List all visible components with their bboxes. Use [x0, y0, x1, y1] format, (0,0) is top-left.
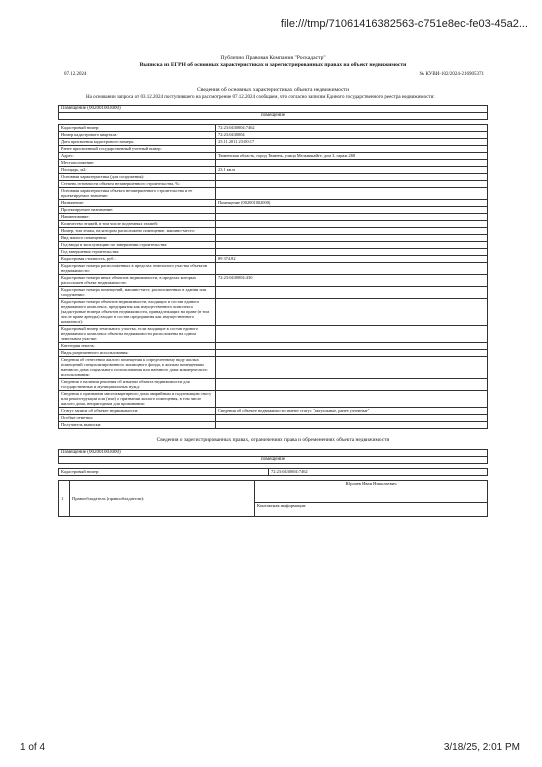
field-value: Тюменская область, город Тюмень, улица Мельникайте, дом 3, гараж 268	[216, 152, 488, 159]
org-name: Публично Правовая Компания "Роскадастр"	[220, 55, 326, 61]
holder-label: Правообладатель (правообладатели):	[70, 480, 255, 516]
field-label: Категория земель:	[59, 342, 216, 349]
field-value	[216, 206, 488, 213]
object-kind: помещение	[59, 112, 488, 119]
characteristic-row	[59, 298, 488, 325]
characteristic-row	[59, 378, 488, 390]
doc-title: Выписка из ЕГРН об основных характеристиках и зарегистрированных правах на объект недвижимости	[139, 62, 407, 68]
characteristic-row	[59, 349, 488, 356]
characteristic-row	[59, 342, 488, 349]
field-value	[216, 414, 488, 421]
field-label: Проектируемое назначение:	[59, 206, 216, 213]
characteristic-row	[59, 124, 488, 131]
field-value	[216, 298, 488, 325]
owner-num: 1	[59, 480, 70, 516]
field-label: Кадастровая стоимость, руб.:	[59, 255, 216, 262]
section-title-1: Сведения об основных характеристиках объекта недвижимости	[196, 87, 349, 93]
field-label: Дата присвоения кадастрового номера:	[59, 138, 216, 145]
print-datetime: 3/18/25, 2:01 PM	[443, 742, 520, 753]
characteristic-row	[59, 206, 488, 213]
field-value	[216, 220, 488, 227]
characteristic-row	[59, 262, 488, 274]
field-label: Наименование:	[59, 213, 216, 220]
owner-table	[58, 480, 488, 517]
field-value	[216, 213, 488, 220]
characteristic-row	[59, 166, 488, 173]
browser-url: file:///tmp/71061416382563-c751e8ec-fe03-45a2...	[280, 18, 528, 30]
field-value	[216, 173, 488, 180]
cad-value: 72:23:0430004:7462	[269, 468, 488, 475]
characteristic-row	[59, 227, 488, 234]
characteristic-row	[59, 180, 488, 187]
field-value	[216, 187, 488, 199]
field-value: 25.11.2011 23:00:17	[216, 138, 488, 145]
field-label: Кадастровые номера иных объектов недвижимости, в пределах которых расположен объект недвижимости:	[59, 274, 216, 286]
field-value: 72:23:0430004:7462	[216, 124, 488, 131]
characteristic-row	[59, 407, 488, 414]
object-header-table	[58, 105, 488, 120]
field-value	[216, 421, 488, 428]
characteristic-row	[59, 286, 488, 298]
field-value	[216, 262, 488, 274]
field-value	[216, 227, 488, 234]
field-label: Адрес:	[59, 152, 216, 159]
object-label: Помещение (002001003000)	[59, 105, 488, 112]
field-label: Кадастровые номера объектов недвижимости, входящих в состав единого недвижимого комплекса, предприятия как имущественного комплекса (кадастровые номера объектов недвижимости, принадлежащих на праве (в том числе праве аренды) входят в состав предприятия как имущественного комплекса):	[59, 298, 216, 325]
characteristic-row	[59, 187, 488, 199]
field-label: Статус записи об объекте недвижимости:	[59, 407, 216, 414]
field-label: Номер кадастрового квартала:	[59, 131, 216, 138]
characteristic-row	[59, 213, 488, 220]
characteristic-row	[59, 241, 488, 248]
field-value	[216, 325, 488, 342]
characteristic-row	[59, 248, 488, 255]
object-label-2: Помещение (002001003000)	[59, 449, 488, 456]
characteristic-row	[59, 145, 488, 152]
doc-date: 07.12.2024	[64, 72, 87, 77]
characteristic-row	[59, 274, 488, 286]
egrn-extract	[58, 55, 488, 517]
field-value	[216, 286, 488, 298]
characteristic-row	[59, 356, 488, 378]
characteristic-row	[59, 414, 488, 421]
field-label: Кадастровый номер земельного участка, если входящие в состав единого недвижимого комплекса объекты недвижимости расположены на одном земельном участке:	[59, 325, 216, 342]
field-value: Помещение (002001002000)	[216, 199, 488, 206]
field-value	[216, 180, 488, 187]
field-label: Год завершения строительства:	[59, 248, 216, 255]
field-label: Основная характеристика объекта незавершенного строительства и ее проектируемое значение:	[59, 187, 216, 199]
field-value: 89 374.82	[216, 255, 488, 262]
field-label: Кадастровый номер:	[59, 124, 216, 131]
intro-text: На основании запроса от 03.12.2024 поступившего на рассмотрение 07.12.2024 сообщаем, что согласно записям Единого государственного реестра недвижимости:	[86, 95, 435, 100]
characteristic-row	[59, 199, 488, 206]
characteristic-row	[59, 159, 488, 166]
characteristic-row	[59, 173, 488, 180]
field-label: Год ввода в эксплуатацию по завершении строительства:	[59, 241, 216, 248]
characteristic-row	[59, 390, 488, 407]
characteristic-row	[59, 138, 488, 145]
field-value	[216, 349, 488, 356]
field-value	[216, 356, 488, 378]
field-label: Назначение:	[59, 199, 216, 206]
field-value	[216, 342, 488, 349]
characteristic-row	[59, 131, 488, 138]
characteristics-table	[58, 124, 488, 429]
field-value: 72:23:0430004	[216, 131, 488, 138]
field-value	[216, 241, 488, 248]
contact-label: Контактная информация:	[255, 502, 488, 516]
field-value	[216, 390, 488, 407]
doc-number: № КУВИ-102/2024-216905371	[419, 72, 484, 77]
field-label: Кадастровые номера помещений, машино-мест, расположенных в здании или сооружении:	[59, 286, 216, 298]
characteristic-row	[59, 152, 488, 159]
cadastral-table	[58, 468, 488, 476]
field-label: Номер, тип этажа, на котором расположено помещение, машино-место:	[59, 227, 216, 234]
rights-header-table	[58, 449, 488, 464]
cad-label: Кадастровый номер:	[59, 468, 269, 475]
field-value: Сведения об объекте недвижимости имеют статус "актуальные, ранее учтенные"	[216, 407, 488, 414]
field-label: Площадь, м2:	[59, 166, 216, 173]
field-label: Степень готовности объекта незавершенного строительства, %:	[59, 180, 216, 187]
characteristic-row	[59, 325, 488, 342]
field-label: Вид жилого помещения:	[59, 234, 216, 241]
field-value	[216, 159, 488, 166]
field-value	[216, 145, 488, 152]
field-label: Основная характеристика (для сооружения):	[59, 173, 216, 180]
field-label: Получатель выписки:	[59, 421, 216, 428]
characteristic-row	[59, 421, 488, 428]
field-value	[216, 234, 488, 241]
field-label: Сведения о наличии решения об изъятии объекта недвижимости для государственных и муниципальных нужд:	[59, 378, 216, 390]
field-label: Кадастровые номера расположенных в пределах земельного участка объектов недвижимости:	[59, 262, 216, 274]
field-value: 23.1 кв.м	[216, 166, 488, 173]
holder-value: Юрлаев Иван Николаевич	[255, 480, 488, 502]
field-label: Виды разрешенного использования:	[59, 349, 216, 356]
doc-meta	[58, 72, 488, 81]
characteristic-row	[59, 255, 488, 262]
field-label: Сведения об отнесении жилого помещения к определенному виду жилых помещений специализированного жилищного фонда, к жилым помещениям наемного дома социального использования или наемного дома коммерческого использования:	[59, 356, 216, 378]
field-label: Особые отметки:	[59, 414, 216, 421]
field-label: Количество этажей, в том числе подземных этажей:	[59, 220, 216, 227]
field-value	[216, 248, 488, 255]
page-indicator: 1 of 4	[20, 742, 46, 753]
field-label: Местоположение:	[59, 159, 216, 166]
field-value	[216, 378, 488, 390]
section-title-2: Сведения о зарегистрированных правах, ограничениях права и обременениях объекта недвижимости	[156, 436, 390, 443]
characteristic-row	[59, 234, 488, 241]
object-kind-2: помещение	[59, 456, 488, 463]
field-label: Сведения о признании многоквартирного дома аварийным и подлежащим сносу или реконструкции или (или) о признании жилого помещения, в том числе жилого дома, непригодным для проживания:	[59, 390, 216, 407]
characteristic-row	[59, 220, 488, 227]
field-value: 72:23:0430004:430	[216, 274, 488, 286]
field-label: Ранее присвоенный государственный учетный номер:	[59, 145, 216, 152]
